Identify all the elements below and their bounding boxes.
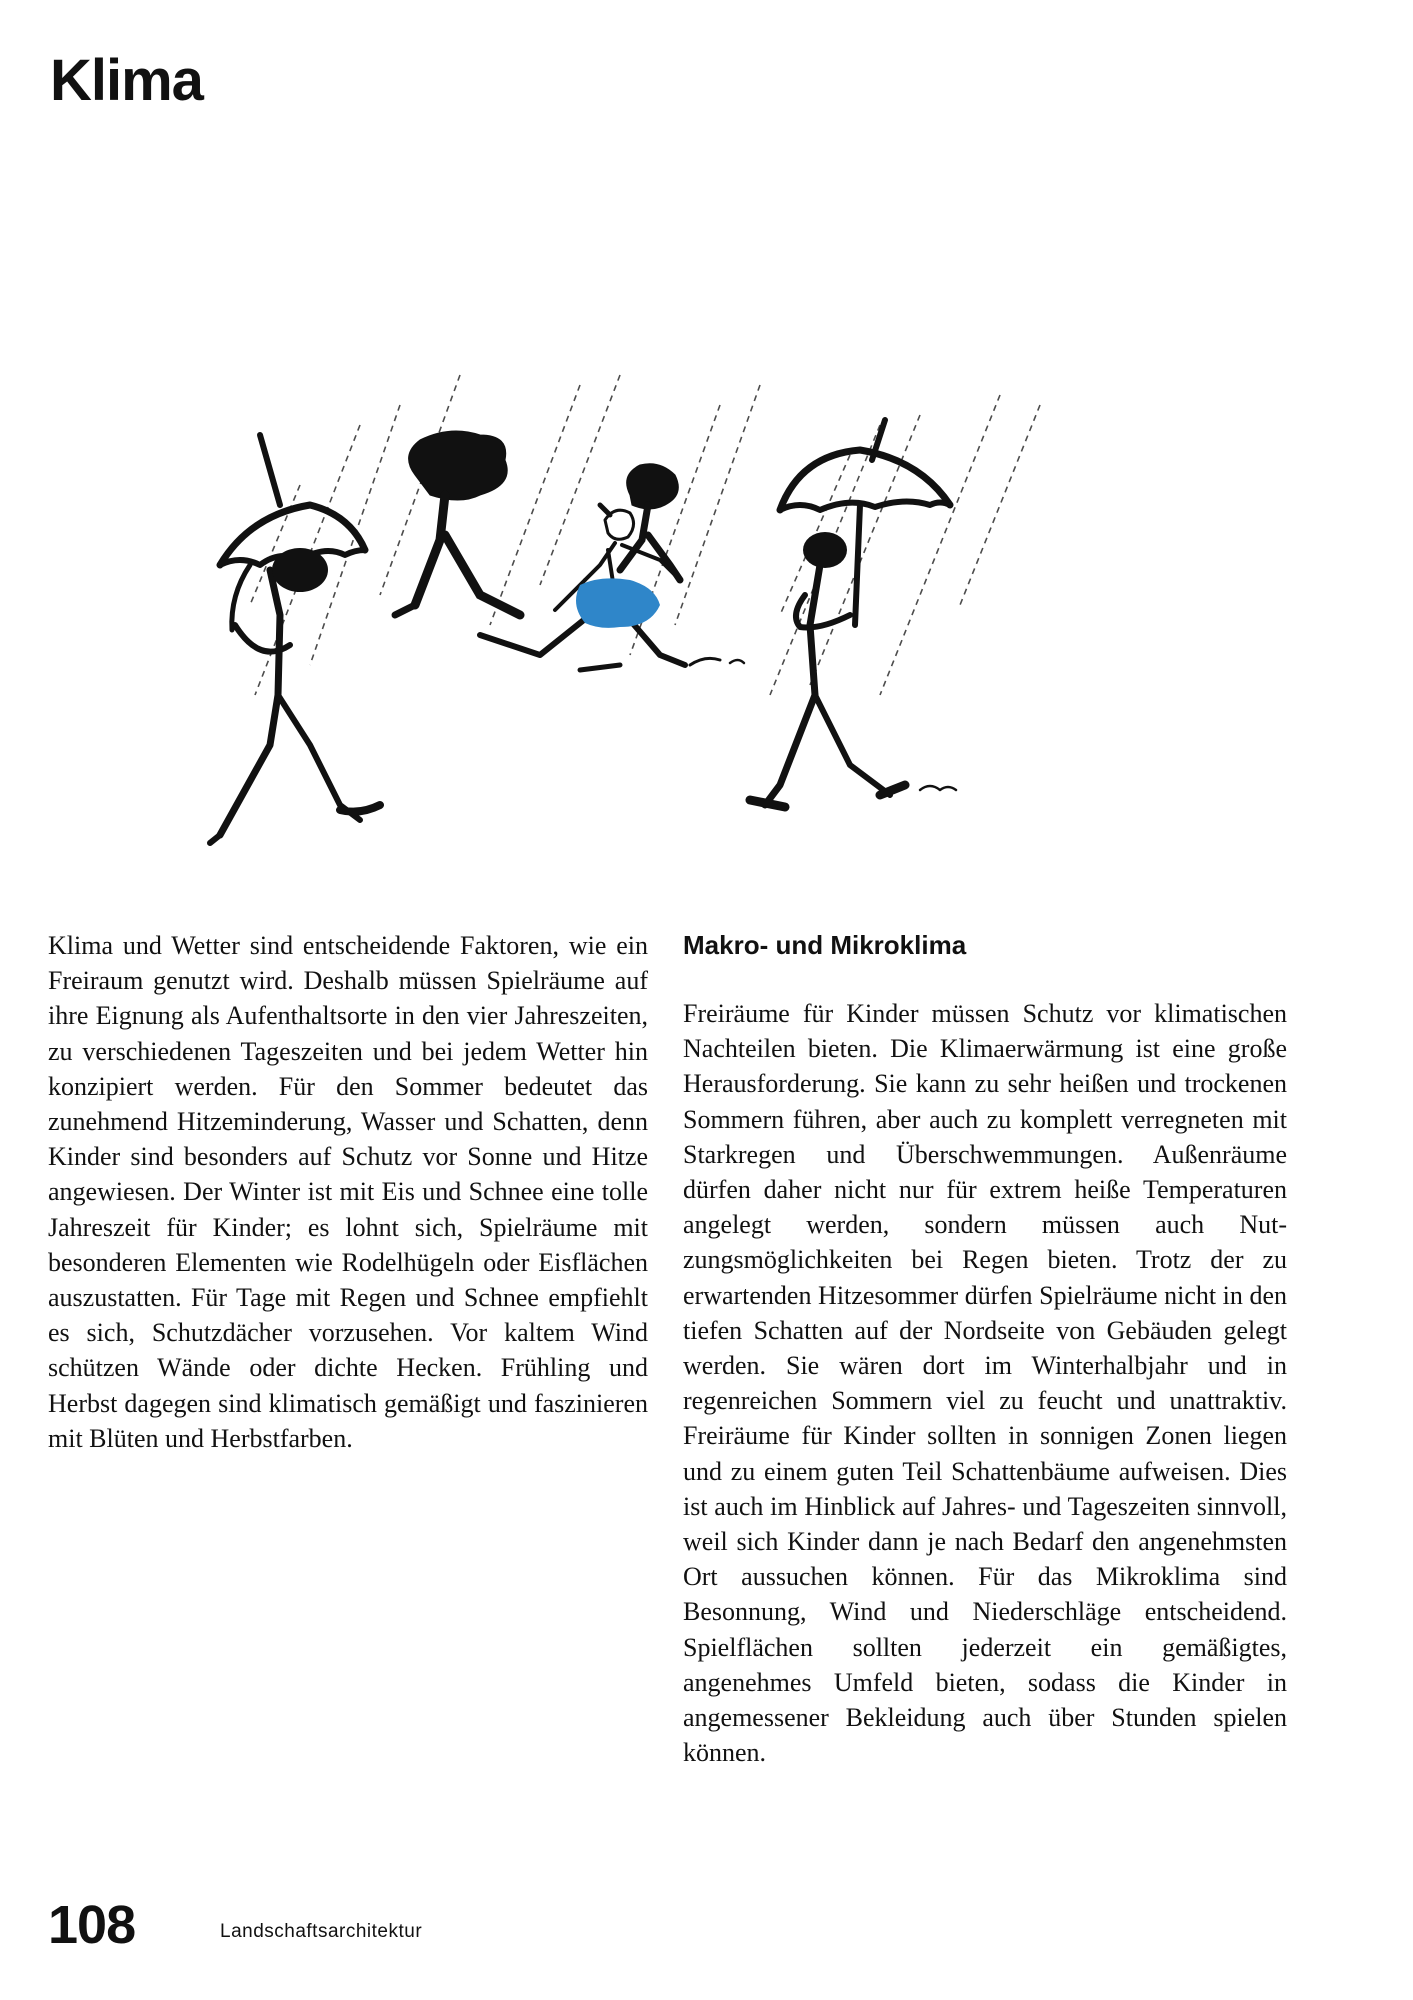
figure-shadow-tall [395,431,520,615]
section-heading: Makro- und Mikroklima [683,930,967,960]
running-footer: Landschaftsarchitektur [220,1921,423,1942]
rain-illustration [160,365,1060,875]
page-title: Klima [50,48,203,113]
figure-right-umbrella [750,420,956,807]
page-number: 108 [48,1895,136,1955]
section-paragraph: Freiräume für Kinder müssen Schutz vor klimatischen Nachteilen bieten. Die Klimaerwärmung ist eine große Herausforderung. Sie kann zu sehr heißen und trockenen Sommern führen, aber auch zu komplett verregneten mit Starkregen und Überschwemmungen. Außenräume dürfen daher nicht nur für extrem heiße Temperaturen angelegt werden, sondern müssen auch Nutzungsmöglichkeiten bei Regen bieten. Trotz der zu erwartenden Hitzesommer dürfen Spielräume nicht in den tiefen Schatten auf der Nordseite von Gebäuden gelegt werden. Sie wären dort im Winterhalbjahr und in regenreichen Sommern viel zu feucht und unattraktiv. Freiräume für Kinder sollten in sonnigen Zonen liegen und zu einem guten Teil Schattenbäume aufweisen. Dies ist auch im Hinblick auf Jahres- und Tageszeiten sinnvoll, weil sich Kinder dann je nach Bedarf den angenehmsten Ort aussuchen können. Für das Mikroklima sind Besonnung, Wind und Niederschläge entscheidend. Spielflächen sollten jederzeit ein gemäßigtes, angenehmes Umfeld bieten, sodass die Kinder in angemessener Bekleidung auch über Stunden spielen können. [683,999,1287,1768]
intro-paragraph: Klima und Wetter sind entscheidende Faktoren, wie ein Freiraum genutzt wird. Deshalb müssen Spielräume auf ihre Eignung als Aufenthaltsorte in den vier Jahreszeiten, zu verschiedenen Tageszeiten und bei jedem Wetter hin konzipiert werden. Für den Sommer bedeutet das zunehmend Hitzeminderung, Wasser und Schatten, denn Kinder sind besonders auf Schutz vor Sonne und Hitze angewiesen. Der Winter ist mit Eis und Schnee eine tolle Jahreszeit für Kinder; es lohnt sich, Spielräume mit besonderen Elementen wie Rodelhügeln oder Eisflächen auszustatten. Für Tage mit Regen und Schnee empfiehlt es sich, Schutzdächer vorzusehen. Vor kaltem Wind schützen Wände oder dichte Hecken. Frühling und Herbst dagegen sind klimatisch gemäßigt und faszinieren mit Blüten und Herbstfarben. [48,931,648,1453]
blue-shorts [576,578,660,628]
figure-shadow-small [620,464,680,580]
right-column [683,928,1287,1770]
left-column [48,928,648,1456]
